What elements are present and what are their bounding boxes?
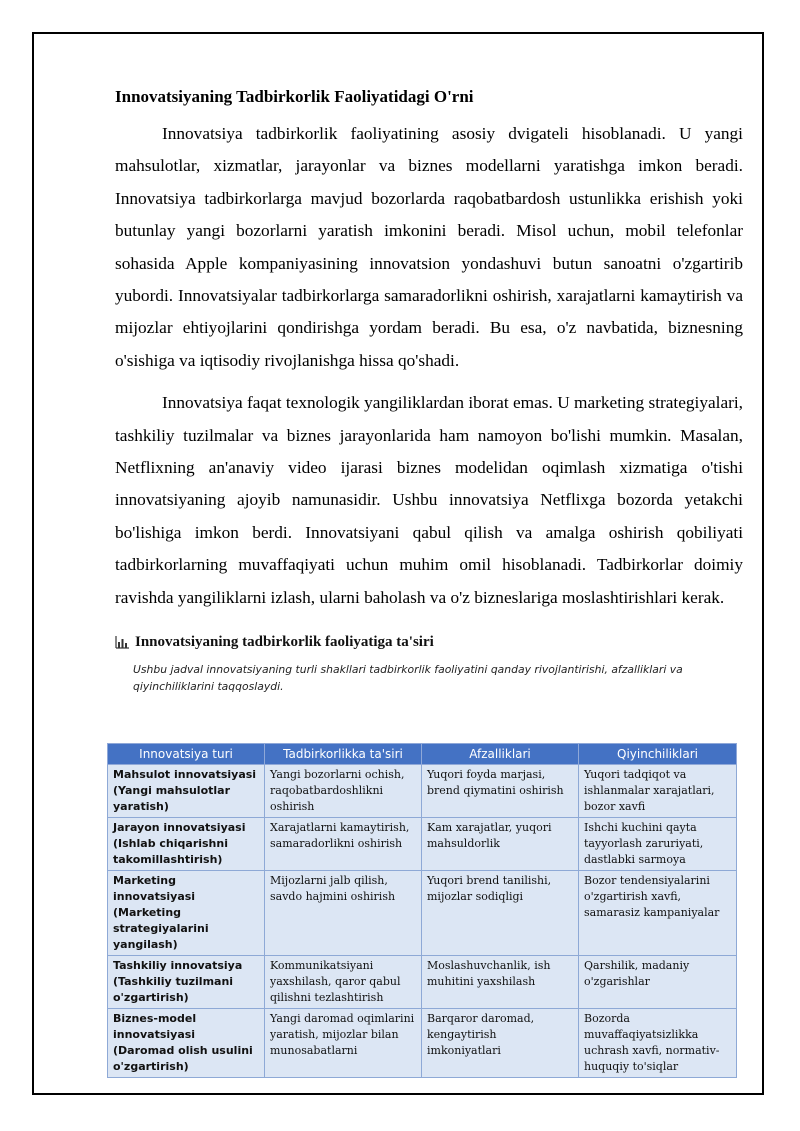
table-cell: Marketing innovatsiyasi (Marketing strategiyalarini yangilash) [108,871,265,956]
table-cell: Yangi bozorlarni ochish, raqobatbardoshlikni oshirish [265,765,422,818]
table-cell: Jarayon innovatsiyasi (Ishlab chiqarishni takomillashtirish) [108,818,265,871]
table-cell: Barqaror daromad, kengaytirish imkoniyatlari [422,1009,579,1078]
column-header: Afzalliklari [422,744,579,765]
document-title: Innovatsiyaning Tadbirkorlik Faoliyatidagi O'rni [115,87,474,106]
table-row [108,871,737,956]
table-description: Ushbu jadval innovatsiyaning turli shakllari tadbirkorlik faoliyatini qanday rivojlantirishi, afzalliklari va qiyinchiliklarini taqqoslaydi. [133,663,683,694]
table-cell: Yangi daromad oqimlarini yaratish, mijozlar bilan munosabatlarni [265,1009,422,1078]
table-row [108,956,737,1009]
table-row [108,1009,737,1078]
document-body [115,86,743,695]
column-header: Tadbirkorlikka ta'siri [265,744,422,765]
table-heading [115,634,743,651]
table-header-row [108,744,737,765]
table-row [108,818,737,871]
table-cell: Biznes-model innovatsiyasi (Daromad olish usulini o'zgartirish) [108,1009,265,1078]
table-cell: Kommunikatsiyani yaxshilash, qaror qabul qilishni tezlashtirish [265,956,422,1009]
table-cell: Moslashuvchanlik, ish muhitini yaxshilash [422,956,579,1009]
bar-chart-icon [115,636,129,649]
paragraph: Innovatsiya faqat texnologik yangiliklardan iborat emas. U marketing strategiyalari, tashkiliy tuzilmalar va biznes jarayonlarida ham namoyon bo'lishi mumkin. Masalan, Netflixning an'anaviy video ijarasi biznes modelidan oqimlash xizmatiga o'tishi innovatsiyaning ajoyib namunasidir. Ushbu innovatsiya Netflixga bozorda yetakchi bo'lishiga imkon berdi. Innovatsiyani qabul qilish va amalga oshirish qobiliyati tadbirkorlarning muvaffaqiyati uchun muhim omil hisoblanadi. Tadbirkorlar doimiy ravishda yangiliklarni izlash, ularni baholash va o'z bizneslariga moslashtirishlari kerak. [115,393,743,607]
column-header: Qiyinchiliklari [579,744,737,765]
table-cell: Bozorda muvaffaqiyatsizlikka uchrash xavfi, normativ-huquqiy to'siqlar [579,1009,737,1078]
innovation-table [107,743,737,1078]
table-cell: Yuqori foyda marjasi, brend qiymatini oshirish [422,765,579,818]
table-cell: Mijozlarni jalb qilish, savdo hajmini oshirish [265,871,422,956]
table-cell: Kam xarajatlar, yuqori mahsuldorlik [422,818,579,871]
column-header: Innovatsiya turi [108,744,265,765]
table-cell: Tashkiliy innovatsiya (Tashkiliy tuzilmani o'zgartirish) [108,956,265,1009]
table-cell: Xarajatlarni kamaytirish, samaradorlikni oshirish [265,818,422,871]
paragraph: Innovatsiya tadbirkorlik faoliyatining asosiy dvigateli hisoblanadi. U yangi mahsulotlar, xizmatlar, jarayonlar va biznes modellarni yaratishga imkon beradi. Innovatsiya tadbirkorlarga mavjud bozorlarda raqobatbardosh ustunlikka erishish yoki butunlay yangi bozorlarni yaratish imkonini beradi. Misol uchun, mobil telefonlar sohasida Apple kompaniyasining innovatsion yondashuvi butun sanoatni o'zgartirib yubordi. Innovatsiyalar tadbirkorlarga samaradorlikni oshirish, xarajatlarni kamaytirish va mijozlar ehtiyojlarini qondirishga yordam beradi. Bu esa, o'z navbatida, biznesning o'sishiga va iqtisodiy rivojlanishga hissa qo'shadi. [115,124,743,370]
table-cell: Yuqori tadqiqot va ishlanmalar xarajatlari, bozor xavfi [579,765,737,818]
table-cell: Yuqori brend tanilishi, mijozlar sodiqligi [422,871,579,956]
table-heading-text: Innovatsiyaning tadbirkorlik faoliyatiga ta'siri [135,634,434,651]
table-row [108,765,737,818]
table-cell: Qarshilik, madaniy o'zgarishlar [579,956,737,1009]
table-cell: Mahsulot innovatsiyasi (Yangi mahsulotlar yaratish) [108,765,265,818]
table-cell: Bozor tendensiyalarini o'zgartirish xavfi, samarasiz kampaniyalar [579,871,737,956]
table-cell: Ishchi kuchini qayta tayyorlash zaruriyati, dastlabki sarmoya [579,818,737,871]
